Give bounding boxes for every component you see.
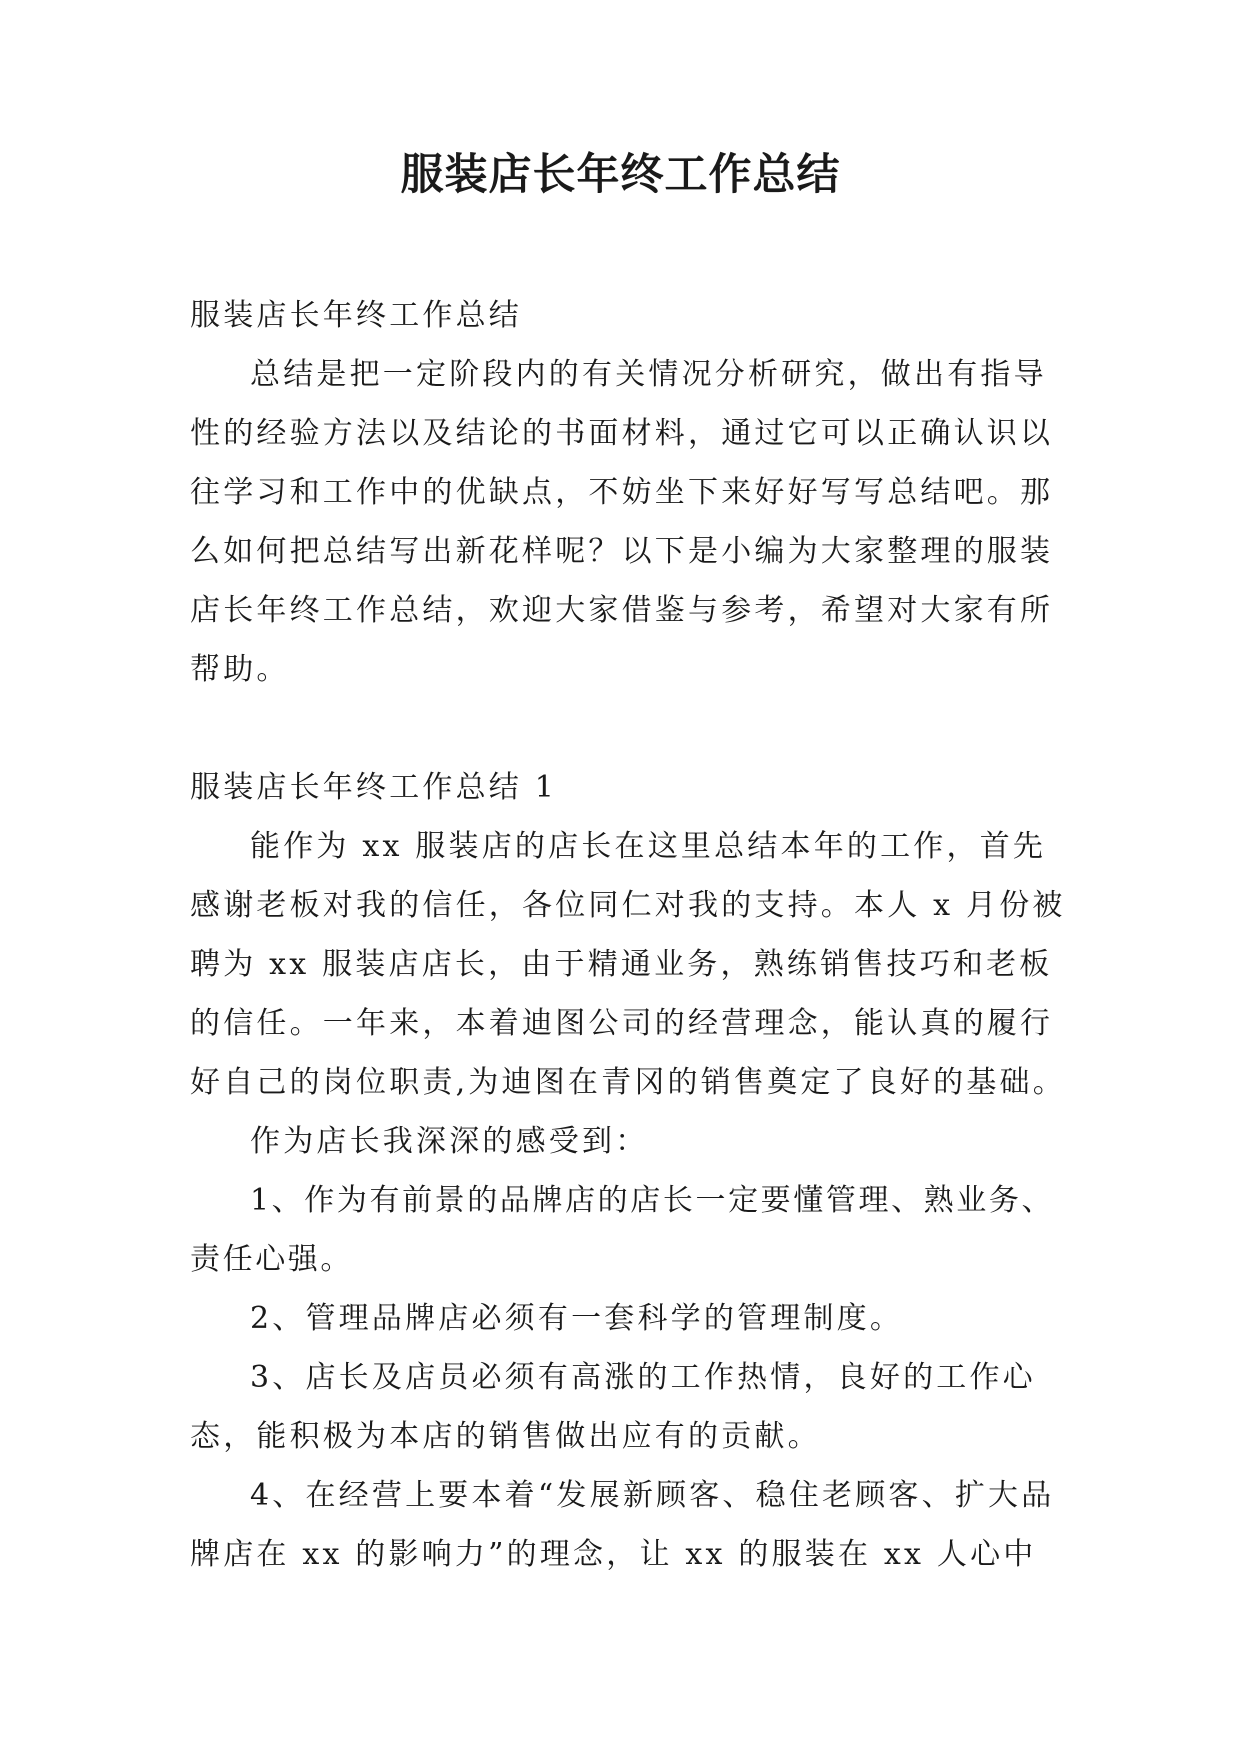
section-1-heading: 服装店长年终工作总结 1 — [190, 770, 558, 805]
section-1-item-2: 2、管理品牌店必须有一套科学的管理制度。 — [250, 1301, 904, 1336]
section-1-item-4: 4、在经营上要本着“发展新顾客、稳住老顾客、扩大品牌店在 xx 的影响力”的理念，让 xx 的服装在 xx 人心中 — [190, 1478, 1055, 1572]
document-body — [190, 286, 1070, 1584]
intro-heading: 服装店长年终工作总结 — [190, 298, 522, 333]
section-1-item-3: 3、店长及店员必须有高涨的工作热情，良好的工作心态，能积极为本店的销售做出应有的贡献。 — [190, 1360, 1036, 1454]
section-1-item-1: 1、作为有前景的品牌店的店长一定要懂管理、熟业务、责任心强。 — [190, 1183, 1055, 1277]
section-1-paragraph-1: 能作为 xx 服装店的店长在这里总结本年的工作，首先感谢老板对我的信任，各位同仁对我的支持。本人 x 月份被聘为 xx 服装店店长，由于精通业务，熟练销售技巧和老板的信任。一年来，本着迪图公司的经营理念，能认真的履行好自己的岗位职责,为迪图在青冈的销售奠定了良好的基础。 — [190, 829, 1066, 1100]
section-spacer — [190, 699, 1070, 758]
document-title: 服装店长年终工作总结 — [400, 150, 841, 200]
section-1-paragraph-2: 作为店长我深深的感受到： — [250, 1124, 649, 1159]
intro-paragraph: 总结是把一定阶段内的有关情况分析研究，做出有指导性的经验方法以及结论的书面材料，通过它可以正确认识以往学习和工作中的优缺点，不妨坐下来好好写写总结吧。那么如何把总结写出新花样呢？以下是小编为大家整理的服装店长年终工作总结，欢迎大家借鉴与参考，希望对大家有所帮助。 — [190, 357, 1054, 687]
